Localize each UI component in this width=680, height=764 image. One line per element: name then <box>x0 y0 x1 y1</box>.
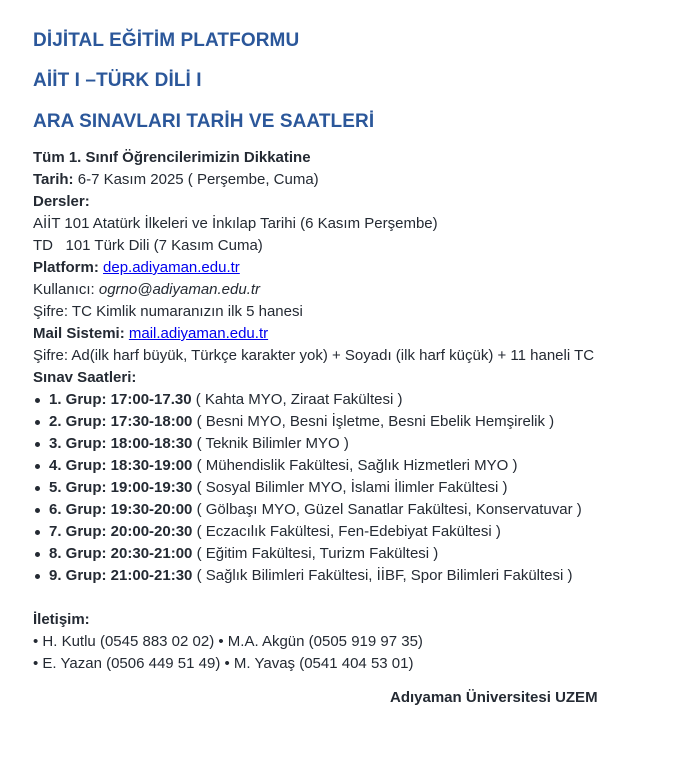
title-courses: AİİT I –TÜRK DİLİ I <box>33 70 202 91</box>
platform-label: Platform: <box>33 259 99 276</box>
signature: Adıyaman Üniversitesi UZEM <box>390 689 598 706</box>
group-time: 7. Grup: 20:00-20:30 <box>49 523 193 540</box>
mail-link[interactable]: mail.adiyaman.edu.tr <box>128 325 269 342</box>
group-time: 3. Grup: 18:00-18:30 <box>49 435 193 452</box>
user-label: Kullanıcı: <box>33 281 99 298</box>
contact-line: • E. Yazan (0506 449 51 49) • M. Yavaş (0541 404 53 01) <box>33 655 414 672</box>
platform-password: Şifre: TC Kimlik numaranızın ilk 5 hanesi <box>33 303 303 320</box>
title-platform: DİJİTAL EĞİTİM PLATFORMU <box>33 30 300 51</box>
platform-link[interactable]: dep.adiyaman.edu.tr <box>103 259 240 276</box>
bullet-icon <box>35 486 40 491</box>
schedule-item <box>33 543 594 565</box>
group-time: 4. Grup: 18:30-19:00 <box>49 457 193 474</box>
group-units: ( Besni MYO, Besni İşletme, Besni Ebelik Hemşirelik ) <box>192 413 555 430</box>
user-value: ogrno@adiyaman.edu.tr <box>98 281 261 298</box>
platform-line <box>33 257 594 279</box>
notice-heading: Tüm 1. Sınıf Öğrencilerimizin Dikkatine <box>33 149 311 166</box>
spacer <box>33 587 594 609</box>
date-label: Tarih: <box>33 171 74 188</box>
schedule-item <box>33 411 594 433</box>
group-time: 6. Grup: 19:30-20:00 <box>49 501 193 518</box>
bullet-icon <box>35 508 40 513</box>
group-units: ( Kahta MYO, Ziraat Fakültesi ) <box>191 391 403 408</box>
course-item: TD 101 Türk Dili (7 Kasım Cuma) <box>33 237 263 254</box>
group-units: ( Teknik Bilimler MYO ) <box>192 435 349 452</box>
group-units: ( Sağlık Bilimleri Fakültesi, İİBF, Spor Bilimleri Fakültesi ) <box>192 567 573 584</box>
schedule-item <box>33 389 594 411</box>
bullet-icon <box>35 574 40 579</box>
date-value: 6-7 Kasım 2025 ( Perşembe, Cuma) <box>73 171 319 188</box>
bullet-icon <box>35 398 40 403</box>
bullet-icon <box>35 530 40 535</box>
bullet-icon <box>35 552 40 557</box>
schedule-label: Sınav Saatleri: <box>33 369 137 386</box>
mail-label: Mail Sistemi: <box>33 325 125 342</box>
date-line <box>33 169 594 191</box>
contact-label: İletişim: <box>33 611 90 628</box>
group-time: 8. Grup: 20:30-21:00 <box>49 545 193 562</box>
title-exam-schedule: ARA SINAVLARI TARİH VE SAATLERİ <box>33 111 375 132</box>
announcement-body <box>33 147 594 675</box>
group-units: ( Gölbaşı MYO, Güzel Sanatlar Fakültesi, Konservatuvar ) <box>192 501 582 518</box>
group-units: ( Eczacılık Fakültesi, Fen-Edebiyat Fakültesi ) <box>192 523 501 540</box>
group-time: 5. Grup: 19:00-19:30 <box>49 479 193 496</box>
platform-user-line <box>33 279 594 301</box>
group-units: ( Eğitim Fakültesi, Turizm Fakültesi ) <box>192 545 439 562</box>
group-units: ( Mühendislik Fakültesi, Sağlık Hizmetleri MYO ) <box>192 457 518 474</box>
group-time: 2. Grup: 17:30-18:00 <box>49 413 193 430</box>
schedule-item <box>33 477 594 499</box>
bullet-icon <box>35 442 40 447</box>
bullet-icon <box>35 420 40 425</box>
group-units: ( Sosyal Bilimler MYO, İslami İlimler Fakültesi ) <box>192 479 508 496</box>
schedule-item <box>33 565 594 587</box>
schedule-item <box>33 499 594 521</box>
mail-password: Şifre: Ad(ilk harf büyük, Türkçe karakter yok) + Soyadı (ilk harf küçük) + 11 haneli TC <box>33 347 595 364</box>
mail-line <box>33 323 594 345</box>
schedule-item <box>33 455 594 477</box>
contact-line: • H. Kutlu (0545 883 02 02) • M.A. Akgün (0505 919 97 35) <box>33 633 423 650</box>
group-time: 1. Grup: 17:00-17.30 <box>49 391 192 408</box>
group-time: 9. Grup: 21:00-21:30 <box>49 567 193 584</box>
schedule-list <box>33 389 594 587</box>
schedule-item <box>33 521 594 543</box>
bullet-icon <box>35 464 40 469</box>
schedule-item <box>33 433 594 455</box>
courses-label: Dersler: <box>33 193 90 210</box>
course-item: AİİT 101 Atatürk İlkeleri ve İnkılap Tarihi (6 Kasım Perşembe) <box>33 215 438 232</box>
